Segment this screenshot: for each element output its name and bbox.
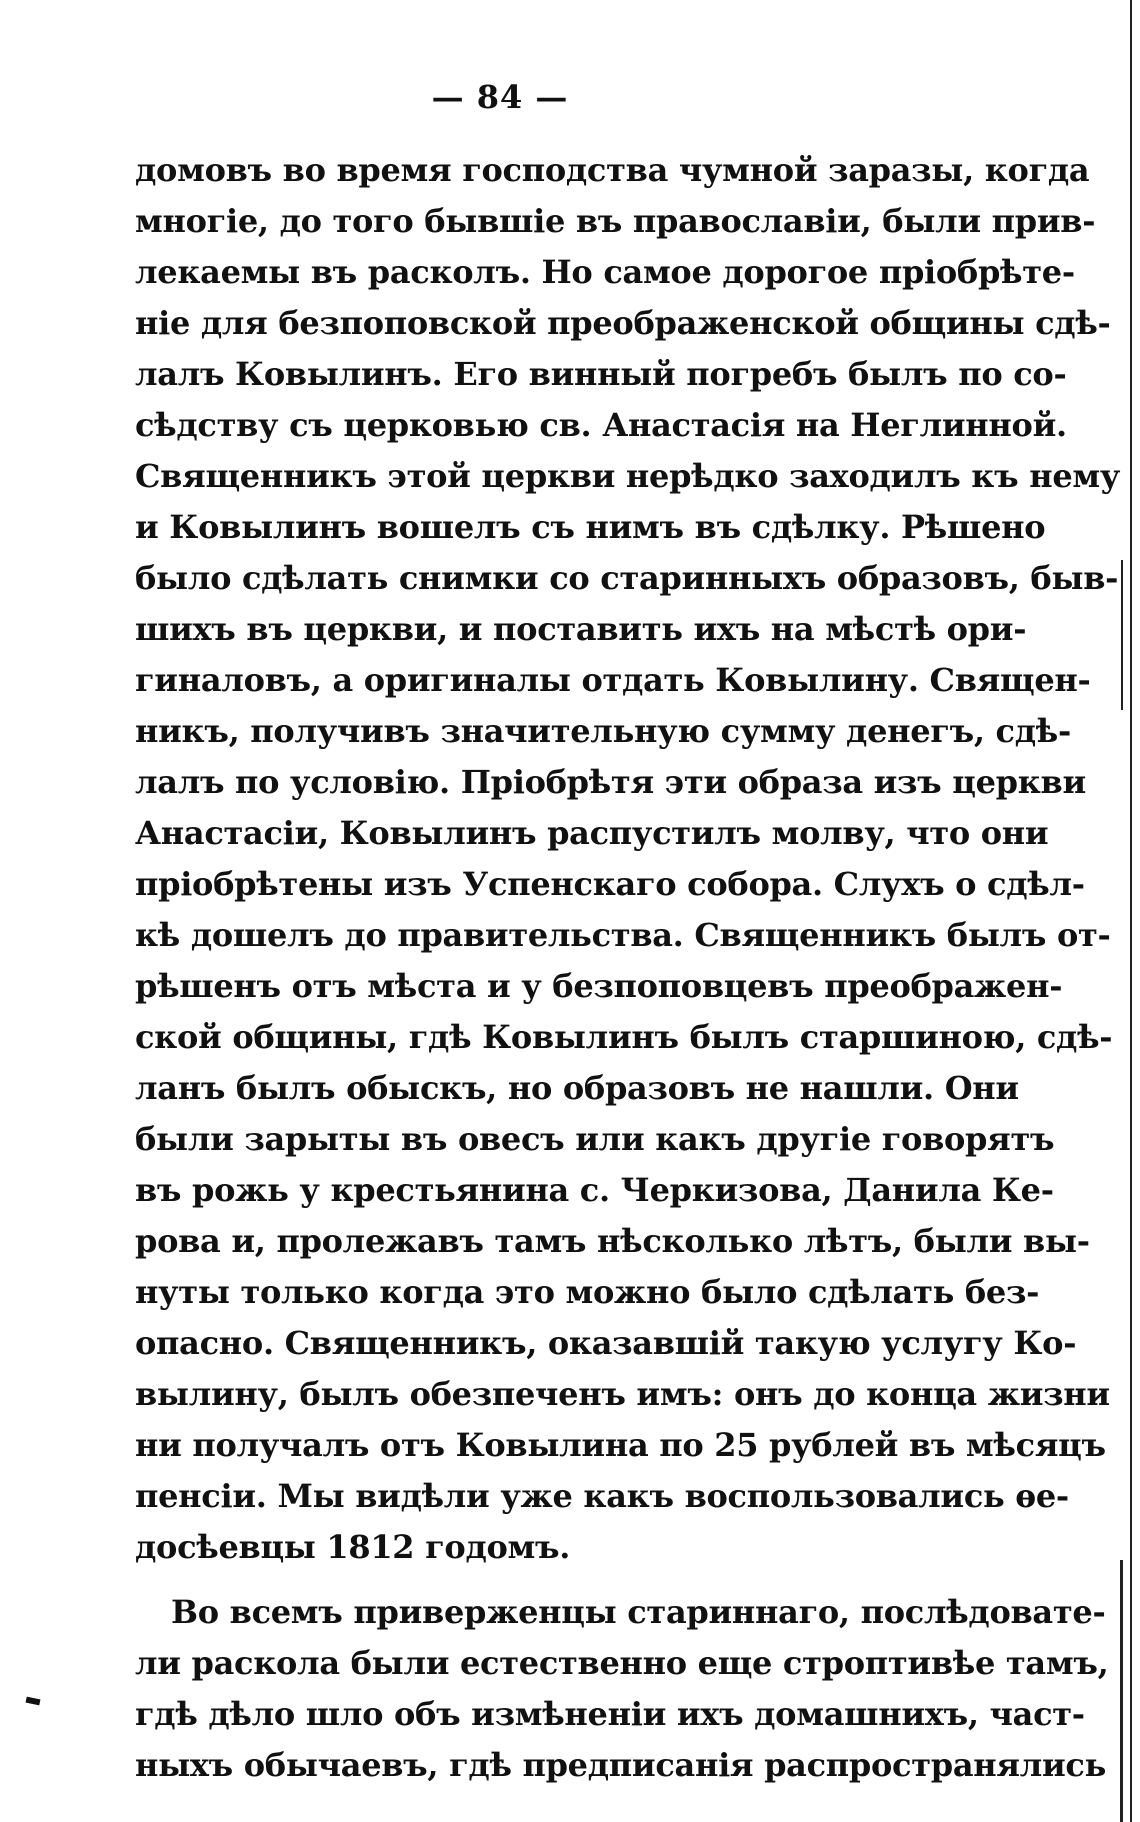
text-line: многiе, до того бывшiе въ православiи, были прив- [135, 202, 1096, 240]
page-number: — 84 — [431, 78, 569, 116]
scan-edge-line [1121, 560, 1123, 710]
text-line: опасно. Священникъ, оказавшiй такую услугу Ко- [135, 1324, 1077, 1362]
text-line: рѣшенъ отъ мѣста и у безпоповцевъ преображен- [135, 967, 1063, 1005]
text-line: были зарыты въ овесъ или какъ другiе говорятъ [135, 1120, 1055, 1158]
text-line: пенсiи. Мы видѣли уже какъ воспользовались ѳе- [135, 1477, 1069, 1515]
text-line: Анастасiи, Ковылинъ распустилъ молву, что они [135, 814, 1049, 852]
text-line: лалъ по условiю. Прiобрѣтя эти образа изъ церкви [135, 763, 1086, 801]
text-line: рова и, пролежавъ тамъ нѣсколько лѣтъ, были вы- [135, 1222, 1090, 1260]
text-line: нiе для безпоповской преображенской общины сдѣ- [135, 304, 1111, 342]
text-line: кѣ дошелъ до правительства. Священникъ былъ от- [135, 916, 1111, 954]
text-line: гиналовъ, а оригиналы отдать Ковылину. Священ- [135, 661, 1091, 699]
text-line: было сдѣлать снимки со старинныхъ образовъ, быв- [135, 559, 1119, 597]
scan-mark [26, 1697, 41, 1706]
text-line: лалъ Ковылинъ. Его винный погребъ былъ по со- [135, 355, 1067, 393]
scan-edge-line [1120, 1560, 1123, 1822]
text-line: сѣдству съ церковью св. Анастасiя на Неглинной. [135, 406, 1067, 444]
paragraph-gap [135, 1573, 1005, 1587]
scan-edge-line [1130, 0, 1132, 1822]
text-line: вылину, былъ обезпеченъ имъ: онъ до конца жизни [135, 1375, 1110, 1413]
text-line: досѣевцы 1812 годомъ. [135, 1528, 571, 1566]
text-line: Священникъ этой церкви нерѣдко заходилъ къ нему [135, 457, 1121, 495]
text-line: ли раскола были естественно еще строптивѣе тамъ, [135, 1644, 1109, 1682]
text-line: нуты только когда это можно было сдѣлать без- [135, 1273, 1040, 1311]
body-text [135, 145, 1121, 1791]
text-line: домовъ во время господства чумной заразы, когда [135, 151, 1090, 189]
text-line: гдѣ дѣло шло объ измѣненiи ихъ домашнихъ, част- [135, 1695, 1085, 1733]
text-line: лекаемы въ расколъ. Но самое дорогое прiобрѣте- [135, 253, 1075, 291]
text-line: и Ковылинъ вошелъ съ нимъ въ сдѣлку. Рѣшено [135, 508, 1046, 546]
text-line: ныхъ обычаевъ, гдѣ предписанiя распространялись [135, 1746, 1107, 1784]
text-line: ской общины, гдѣ Ковылинъ былъ старшиною, сдѣ- [135, 1018, 1113, 1056]
text-line: шихъ въ церкви, и поставить ихъ на мѣстѣ ори- [135, 610, 1027, 648]
text-line: Во всемъ приверженцы стариннаго, послѣдовате- [171, 1593, 1106, 1631]
text-line: никъ, получивъ значительную сумму денегъ, сдѣ- [135, 712, 1071, 750]
text-line: въ рожь у крестьянина с. Черкизова, Данила Ке- [135, 1171, 1054, 1209]
text-line: ланъ былъ обыскъ, но образовъ не нашли. Они [135, 1069, 1019, 1107]
text-line: ни получалъ отъ Ковылина по 25 рублей въ мѣсяцъ [135, 1426, 1106, 1464]
text-line: прiобрѣтены изъ Успенскаго собора. Слухъ о сдѣл- [135, 865, 1085, 903]
